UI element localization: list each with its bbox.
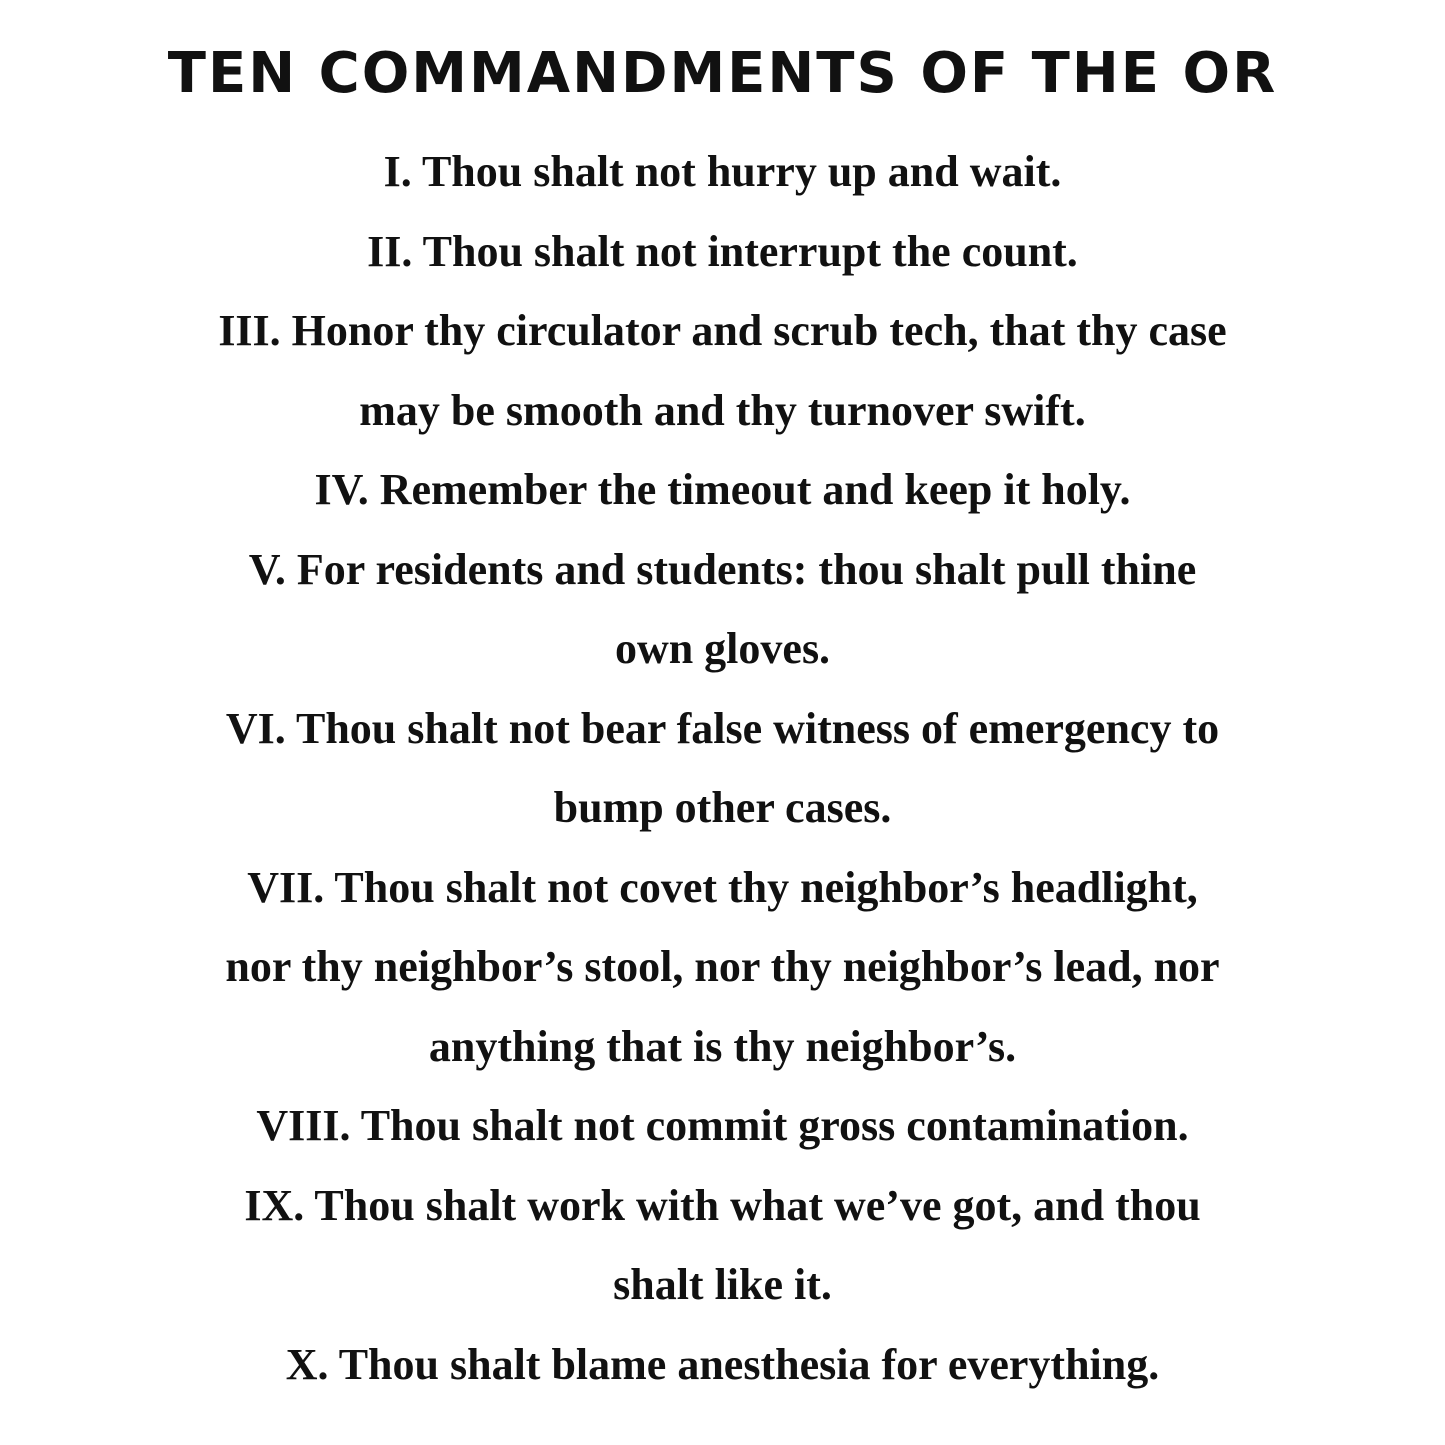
commandment-6-line-a: VI. Thou shalt not bear false witness of emergency to <box>225 703 1220 753</box>
commandment-9-line-b: shalt like it. <box>613 1260 832 1309</box>
commandment-4-line: IV. Remember the timeout and keep it holy. <box>314 465 1131 514</box>
commandment-9-line-a: IX. Thou shalt work with what we’ve got, and thou <box>244 1180 1201 1230</box>
commandment-8-line: VIII. Thou shalt not commit gross contamination. <box>256 1101 1189 1150</box>
commandment-5-line-b: own gloves. <box>614 624 831 673</box>
commandment-7-line-a: VII. Thou shalt not covet thy neighbor’s headlight, <box>247 862 1198 912</box>
poster-title: TEN COMMANDMENTS OF THE OR <box>167 41 1278 106</box>
commandment-1-line: I. Thou shalt not hurry up and wait. <box>383 147 1062 196</box>
commandment-3-line-a: III. Honor thy circulator and scrub tech, that thy case <box>218 306 1227 355</box>
commandment-7-line-b: nor thy neighbor’s stool, nor thy neighbor’s lead, nor <box>225 942 1220 991</box>
commandment-6-line-b: bump other cases. <box>553 783 892 832</box>
commandment-3-line-b: may be smooth and thy turnover swift. <box>359 385 1086 435</box>
commandment-5-line-a: V. For residents and students: thou shalt pull thine <box>248 544 1197 594</box>
commandment-2-line: II. Thou shalt not interrupt the count. <box>367 226 1078 276</box>
commandment-7-line-c: anything that is thy neighbor’s. <box>428 1021 1017 1071</box>
commandment-10-line: X. Thou shalt blame anesthesia for everything. <box>285 1339 1160 1389</box>
commandments-list <box>60 132 1385 1404</box>
